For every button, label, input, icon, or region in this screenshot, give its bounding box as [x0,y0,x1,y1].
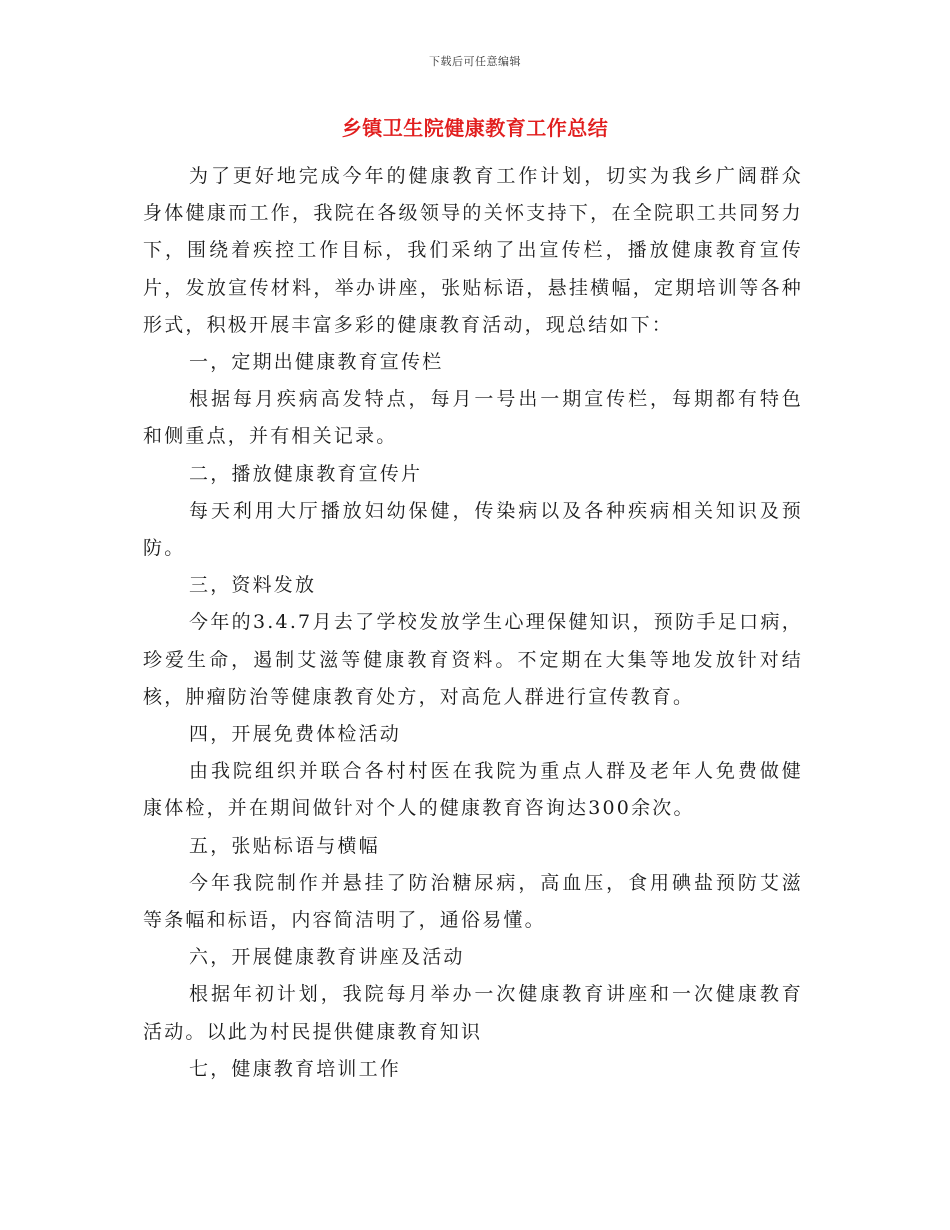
document-body [143,158,803,1088]
intro-paragraph: 为了更好地完成今年的健康教育工作计划，切实为我乡广阔群众身体健康而工作，我院在各级领导的关怀支持下，在全院职工共同努力下，围绕着疾控工作目标，我们采纳了出宣传栏，播放健康教育宣传片，发放宣传材料，举办讲座，张贴标语，悬挂横幅，定期培训等各种形式，积极开展丰富多彩的健康教育活动，现总结如下： [143,165,803,336]
section-heading-4: 四，开展免费体检活动 [189,723,402,746]
header-note: 下载后可任意编辑 [429,55,521,68]
section-paragraph-3: 今年的3.4.7月去了学校发放学生心理保健知识，预防手足口病，珍爱生命，遏制艾滋等健康教育资料。不定期在大集等地发放针对结核，肿瘤防治等健康教育处方，对高危人群进行宣传教育。 [143,611,803,708]
section-heading-6: 六，开展健康教育讲座及活动 [189,946,465,969]
section-heading-3: 三，资料发放 [189,574,317,597]
section-paragraph-2: 每天利用大厅播放妇幼保健，传染病以及各种疾病相关知识及预防。 [143,499,803,560]
section-heading-2: 二，播放健康教育宣传片 [189,462,423,485]
section-heading-5: 五，张贴标语与横幅 [189,834,380,857]
section-paragraph-5: 今年我院制作并悬挂了防治糖尿病，高血压，食用碘盐预防艾滋等条幅和标语，内容简洁明了，通俗易懂。 [143,871,803,932]
section-paragraph-4: 由我院组织并联合各村村医在我院为重点人群及老年人免费做健康体检，并在期间做针对个人的健康教育咨询达300余次。 [143,760,803,820]
document-title: 乡镇卫生院健康教育工作总结 [341,116,609,140]
section-paragraph-1: 根据每月疾病高发特点，每月一号出一期宣传栏，每期都有特色和侧重点，并有相关记录。 [143,388,803,448]
section-paragraph-6: 根据年初计划，我院每月举办一次健康教育讲座和一次健康教育活动。以此为村民提供健康教育知识 [143,983,803,1043]
section-heading-7: 七，健康教育培训工作 [189,1057,402,1080]
section-heading-1: 一，定期出健康教育宣传栏 [189,351,444,374]
